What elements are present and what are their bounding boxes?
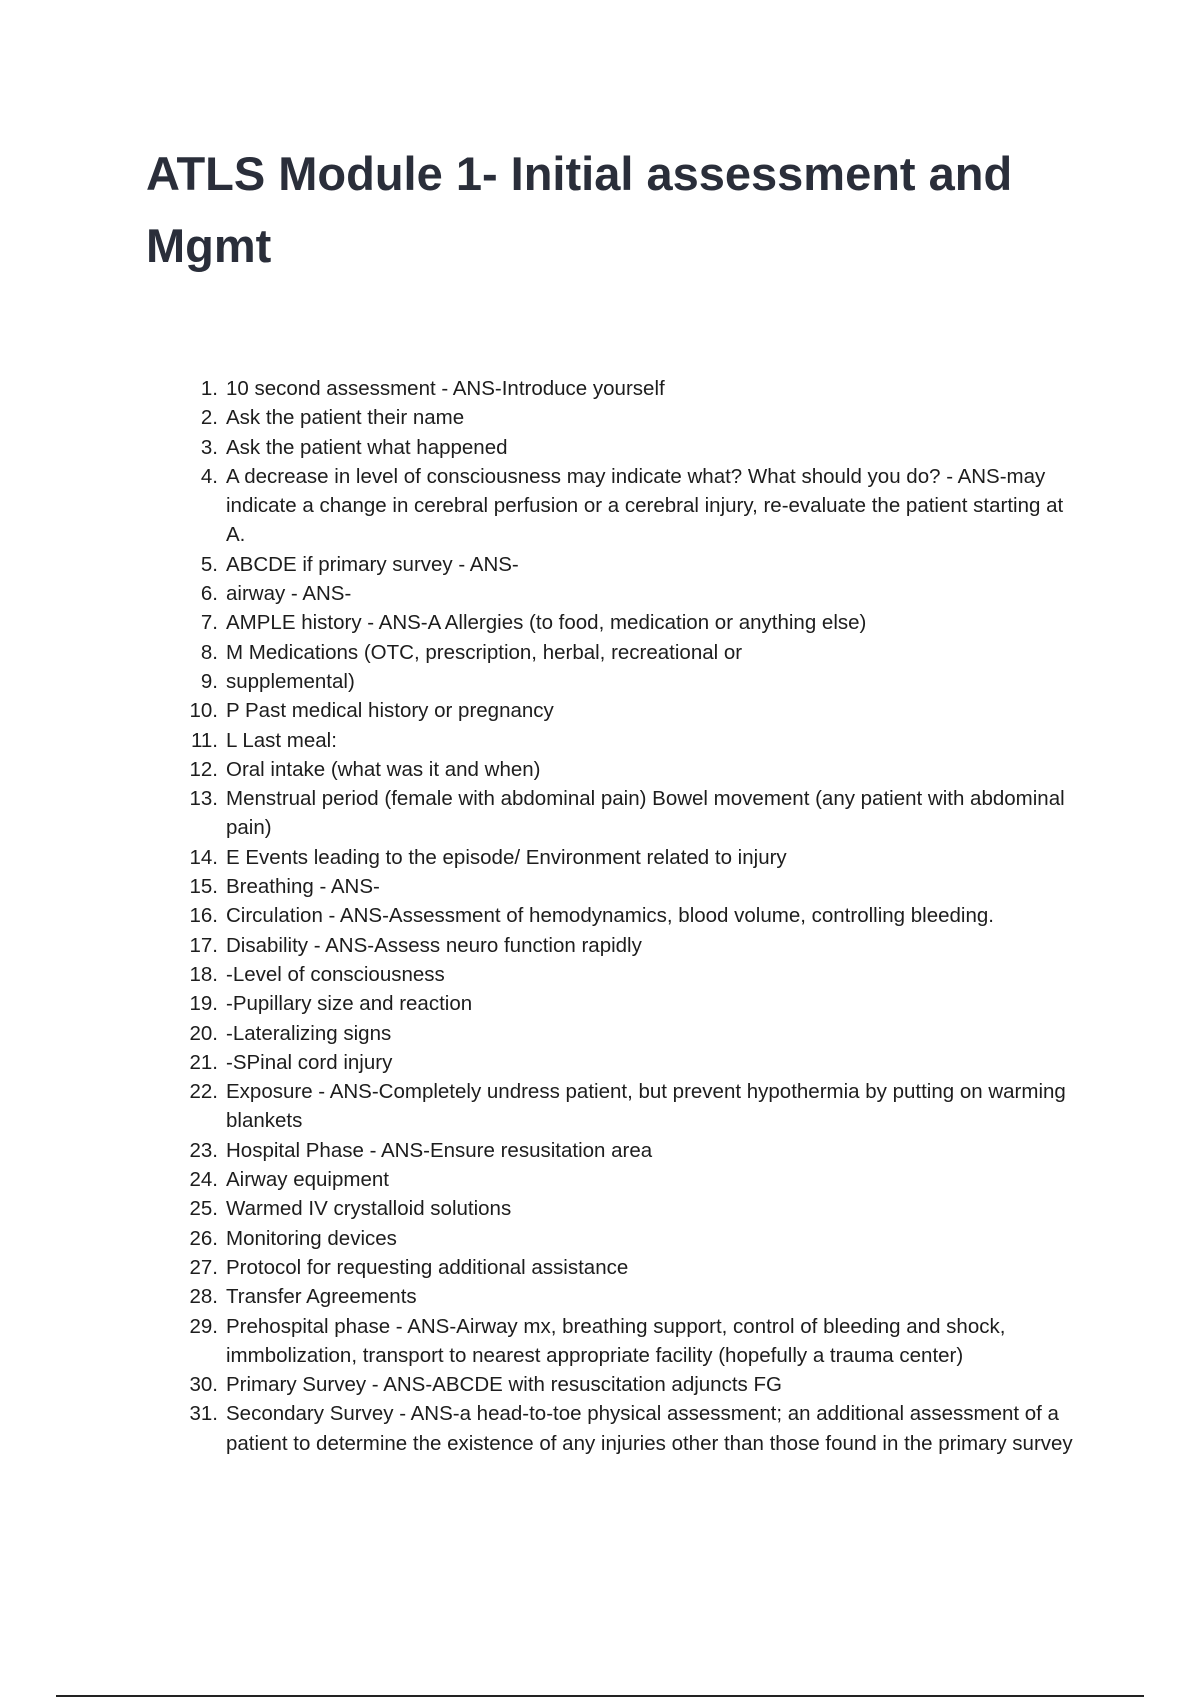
list-item-number: 27. xyxy=(189,1255,218,1279)
list-item-number: 19. xyxy=(189,992,218,1016)
list-item xyxy=(178,1165,1078,1194)
list-item xyxy=(178,1019,1078,1048)
list-item xyxy=(178,843,1078,872)
list-item xyxy=(178,1282,1078,1311)
list-item-number: 3. xyxy=(200,435,218,459)
list-item-text: Secondary Survey - ANS-a head-to-toe physical assessment; an additional assessment of a patient to determine the existence of any injuries other than those found in the primary survey xyxy=(226,1402,1073,1455)
list-item-text: -SPinal cord injury xyxy=(226,1050,393,1074)
list-item-text: ABCDE if primary survey - ANS- xyxy=(226,552,519,576)
list-item-number: 13. xyxy=(189,787,218,811)
list-item xyxy=(178,403,1078,432)
list-item-text: Warmed IV crystalloid solutions xyxy=(226,1197,512,1221)
list-item-number: 26. xyxy=(189,1226,218,1250)
list-item-number: 11. xyxy=(191,728,218,752)
list-item-text: Hospital Phase - ANS-Ensure resusitation area xyxy=(226,1138,653,1162)
list-item xyxy=(178,550,1078,579)
list-item-text: M Medications (OTC, prescription, herbal, recreational or xyxy=(226,640,743,664)
list-item-number: 12. xyxy=(189,757,218,781)
list-item-text: Breathing - ANS- xyxy=(226,875,380,899)
list-item-text: Prehospital phase - ANS-Airway mx, breathing support, control of bleeding and shock, immbolization, transport to nearest appropriate facility (hopefully a trauma center) xyxy=(226,1314,1006,1367)
list-item-text: Circulation - ANS-Assessment of hemodynamics, blood volume, controlling bleeding. xyxy=(226,904,994,928)
list-item-number: 29. xyxy=(189,1314,218,1338)
list-item-text: Ask the patient their name xyxy=(226,406,465,430)
list-item-number: 23. xyxy=(189,1138,218,1162)
numbered-list xyxy=(178,374,1078,1458)
list-item-text: Airway equipment xyxy=(226,1168,389,1192)
list-item-number: 4. xyxy=(200,464,218,488)
list-item-text: Exposure - ANS-Completely undress patient, but prevent hypothermia by putting on warming blankets xyxy=(226,1080,1066,1133)
list-item-text: Protocol for requesting additional assistance xyxy=(226,1255,629,1279)
list-item xyxy=(178,1399,1078,1458)
list-item-number: 22. xyxy=(189,1080,218,1104)
list-item-number: 30. xyxy=(189,1373,218,1397)
list-item xyxy=(178,931,1078,960)
list-item xyxy=(178,901,1078,930)
list-item-number: 31. xyxy=(189,1402,218,1426)
list-item xyxy=(178,872,1078,901)
list-item xyxy=(178,696,1078,725)
list-item-text: Transfer Agreements xyxy=(226,1285,417,1309)
list-item-number: 28. xyxy=(189,1285,218,1309)
list-item xyxy=(178,960,1078,989)
list-item xyxy=(178,1224,1078,1253)
list-item-number: 25. xyxy=(189,1197,218,1221)
list-item-text: airway - ANS- xyxy=(226,582,352,606)
list-item xyxy=(178,638,1078,667)
list-item xyxy=(178,667,1078,696)
list-item-number: 20. xyxy=(189,1021,218,1045)
list-item-text: A decrease in level of consciousness may indicate what? What should you do? - ANS-may indicate a change in cerebral perfusion or a cerebral injury, re-evaluate the patient starting at A. xyxy=(226,464,1064,547)
list-item-text: -Pupillary size and reaction xyxy=(226,992,473,1016)
list-item-text: Ask the patient what happened xyxy=(226,435,508,459)
list-item-number: 18. xyxy=(189,962,218,986)
list-item-text: 10 second assessment - ANS-Introduce yourself xyxy=(226,377,665,400)
list-item-number: 15. xyxy=(189,875,218,899)
list-item-text: Monitoring devices xyxy=(226,1226,397,1250)
list-item xyxy=(178,1312,1078,1371)
list-item xyxy=(178,1370,1078,1399)
list-item xyxy=(178,1048,1078,1077)
list-item-number: 9. xyxy=(200,669,218,693)
list-item xyxy=(178,433,1078,462)
list-item-text: Primary Survey - ANS-ABCDE with resuscitation adjuncts FG xyxy=(226,1373,782,1397)
list-item-number: 8. xyxy=(200,640,218,664)
list-item xyxy=(178,608,1078,637)
list-item-text: Menstrual period (female with abdominal pain) Bowel movement (any patient with abdominal pain) xyxy=(226,787,1065,840)
list-item-number: 1. xyxy=(200,377,218,400)
list-item-text: Oral intake (what was it and when) xyxy=(226,757,541,781)
list-item xyxy=(178,1136,1078,1165)
list-item-text: L Last meal: xyxy=(226,728,337,752)
list-item-number: 24. xyxy=(189,1168,218,1192)
page-title: ATLS Module 1- Initial assessment and Mgmt xyxy=(146,147,1013,272)
list-item-number: 14. xyxy=(189,845,218,869)
list-item-number: 17. xyxy=(189,933,218,957)
list-item xyxy=(178,462,1078,550)
list-item-text: -Lateralizing signs xyxy=(226,1021,392,1045)
list-item xyxy=(178,1253,1078,1282)
list-item-number: 21. xyxy=(189,1050,218,1074)
list-item-number: 10. xyxy=(189,699,218,723)
list-item-text: -Level of consciousness xyxy=(226,962,445,986)
list-item xyxy=(178,726,1078,755)
footer-divider xyxy=(56,1695,1144,1697)
list-item xyxy=(178,1077,1078,1136)
list-item-number: 5. xyxy=(200,552,218,576)
list-item-number: 6. xyxy=(200,582,218,606)
list-item-text: AMPLE history - ANS-A Allergies (to food, medication or anything else) xyxy=(226,611,867,635)
list-item xyxy=(178,1194,1078,1223)
list-item-text: P Past medical history or pregnancy xyxy=(226,699,554,723)
list-item-text: Disability - ANS-Assess neuro function rapidly xyxy=(226,933,642,957)
list-item-text: E Events leading to the episode/ Environment related to injury xyxy=(226,845,787,869)
list-item-number: 16. xyxy=(189,904,218,928)
list-item xyxy=(178,784,1078,843)
list-item xyxy=(178,374,1078,403)
list-item xyxy=(178,755,1078,784)
list-item xyxy=(178,579,1078,608)
list-item-number: 2. xyxy=(200,406,218,430)
list-item-text: supplemental) xyxy=(226,669,355,693)
list-item-number: 7. xyxy=(200,611,218,635)
list-item xyxy=(178,989,1078,1018)
